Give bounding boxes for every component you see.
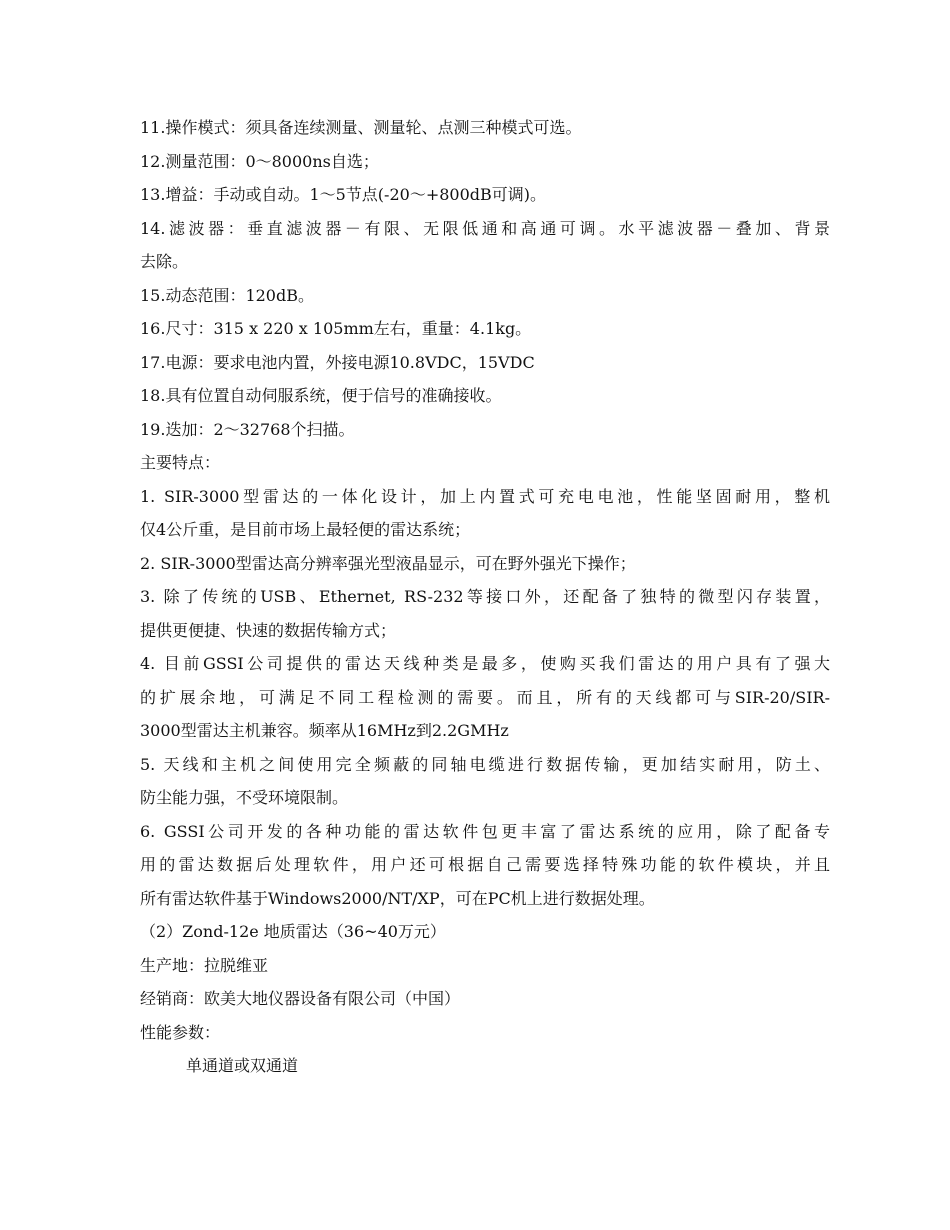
spec-power: 17.电源：要求电池内置，外接电源10.8VDC，15VDC (140, 352, 535, 372)
feature-5-cont: 防尘能力强，不受环境限制。 (140, 788, 349, 807)
spec-size-weight: 16.尺寸：315 x 220 x 105mm左右，重量：4.1kg。 (140, 319, 532, 338)
spec-filter-cont: 去除。 (140, 252, 189, 271)
feature-4-end: 3000型雷达主机兼容。频率从16MHz到2.2GMHz (140, 721, 509, 740)
channel-option: 单通道或双通道 (186, 1056, 299, 1075)
feature-5: 5. 天线和主机之间使用完全频蔽的同轴电缆进行数据传输，更加结实耐用，防土、 (140, 754, 830, 774)
feature-6-end: 所有雷达软件基于Windows2000/NT/XP，可在PC机上进行数据处理。 (140, 888, 655, 908)
distributor: 经销商：欧美大地仪器设备有限公司（中国） (140, 989, 461, 1008)
feature-6-cont: 用的雷达数据后处理软件，用户还可根据自己需要选择特殊功能的软件模块，并且 (140, 855, 830, 874)
feature-6: 6. GSSI公司开发的各种功能的雷达软件包更丰富了雷达系统的应用，除了配备专 (140, 821, 830, 841)
spec-measure-range: 12.测量范围：0～8000ns自选； (140, 151, 379, 171)
spec-gain: 13.增益：手动或自动。1～5节点(-20～+800dB可调)。 (140, 185, 547, 204)
spec-stacking: 19.迭加：2～32768个扫描。 (140, 419, 355, 439)
spec-dynamic-range: 15.动态范围：120dB。 (140, 285, 314, 305)
feature-1-cont: 仅4公斤重，是目前市场上最轻便的雷达系统； (140, 520, 471, 539)
feature-3: 3. 除了传统的USB、Ethernet, RS-232等接口外，还配备了独特的微型闪存装置， (140, 587, 830, 606)
feature-3-cont: 提供更便捷、快速的数据传输方式； (140, 620, 397, 640)
feature-4: 4. 目前GSSI公司提供的雷达天线种类是最多，使购买我们雷达的用户具有了强大 (140, 654, 830, 673)
origin: 生产地：拉脱维亚 (140, 955, 269, 975)
feature-4-cont: 的扩展余地，可满足不同工程检测的需要。而且，所有的天线都可与SIR-20/SIR- (140, 687, 830, 707)
spec-operation-mode: 11.操作模式：须具备连续测量、测量轮、点测三种模式可选。 (140, 118, 582, 137)
spec-servo: 18.具有位置自动伺服系统，便于信号的准确接收。 (140, 386, 502, 405)
performance-heading: 性能参数： (140, 1022, 221, 1042)
feature-2: 2. SIR-3000型雷达高分辨率强光型液晶显示，可在野外强光下操作； (140, 553, 636, 573)
spec-filter: 14.滤波器：垂直滤波器－有限、无限低通和高通可调。水平滤波器－叠加、背景 (140, 218, 830, 238)
document-body (140, 116, 830, 1088)
product-heading-zond: （2）Zond-12e 地质雷达（36~40万元） (140, 922, 446, 941)
feature-1: 1. SIR-3000型雷达的一体化设计，加上内置式可充电电池，性能坚固耐用，整机 (140, 486, 830, 506)
features-heading: 主要特点： (140, 453, 221, 472)
